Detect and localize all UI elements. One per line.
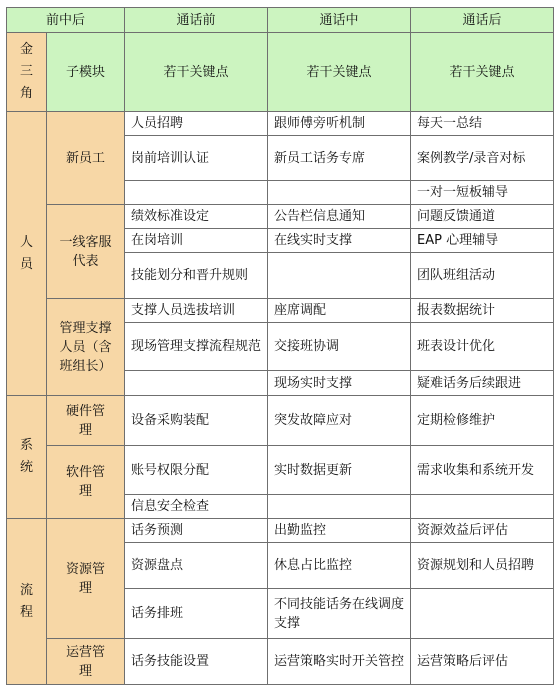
cell-before: 资源盘点 [125,543,268,589]
cell-before: 话务预测 [125,519,268,543]
cell-after: 案例教学/录音对标 [411,136,554,181]
column-header-before: 通话前 [125,8,268,33]
cell-during: 交接班协调 [268,323,411,371]
cell-during: 出勤监控 [268,519,411,543]
subheader-row [7,33,554,112]
cell-after: 资源效益后评估 [411,519,554,543]
column-header-after: 通话后 [411,8,554,33]
cell-after: 班表设计优化 [411,323,554,371]
key-points-before: 若干关键点 [125,33,268,112]
cell-after: 需求收集和系统开发 [411,446,554,495]
table-row [7,639,554,685]
cell-during: 不同技能话务在线调度支撑 [268,589,411,639]
cell-after: 定期检修维护 [411,396,554,446]
cell-after: 每天一总结 [411,112,554,136]
cell-during [268,495,411,519]
cell-during: 座席调配 [268,299,411,323]
cell-before: 账号权限分配 [125,446,268,495]
module-resource: 资源管理 [47,519,125,639]
module-operations: 运营管理 [47,639,125,685]
column-header-during: 通话中 [268,8,411,33]
table-row [7,299,554,323]
cell-before: 话务技能设置 [125,639,268,685]
submodule-header: 子模块 [47,33,125,112]
cell-before: 人员招聘 [125,112,268,136]
module-hardware: 硬件管理 [47,396,125,446]
cell-before: 设备采购装配 [125,396,268,446]
golden-triangle-table [6,7,554,685]
cell-after: 一对一短板辅导 [411,181,554,205]
cell-after [411,495,554,519]
cell-before: 在岗培训 [125,229,268,253]
table-container [6,7,554,685]
cell-after: 疑难话务后续跟进 [411,371,554,396]
cell-before: 技能划分和晋升规则 [125,253,268,299]
cell-during: 在线实时支撑 [268,229,411,253]
cell-during: 实时数据更新 [268,446,411,495]
cell-before: 现场管理支撑流程规范 [125,323,268,371]
cell-before [125,181,268,205]
cell-after: 资源规划和人员招聘 [411,543,554,589]
cell-before: 岗前培训认证 [125,136,268,181]
category-process: 流程 [7,519,47,685]
cell-during: 公告栏信息通知 [268,205,411,229]
module-frontline: 一线客服代表 [47,205,125,299]
cell-before: 信息安全检查 [125,495,268,519]
cell-after [411,589,554,639]
cell-during [268,181,411,205]
category-people: 人员 [7,112,47,396]
key-points-after: 若干关键点 [411,33,554,112]
cell-after: 报表数据统计 [411,299,554,323]
module-new-staff: 新员工 [47,112,125,205]
cell-before: 话务排班 [125,589,268,639]
cell-after: 运营策略后评估 [411,639,554,685]
module-software: 软件管理 [47,446,125,519]
cell-after: 团队班组活动 [411,253,554,299]
cell-during [268,253,411,299]
cell-before [125,371,268,396]
table-row [7,112,554,136]
cell-during: 运营策略实时开关管控 [268,639,411,685]
cell-during: 休息占比监控 [268,543,411,589]
header-row [7,8,554,33]
cell-during: 跟师傅旁听机制 [268,112,411,136]
cell-before: 支撑人员选拔培训 [125,299,268,323]
category-system: 系统 [7,396,47,519]
key-points-during: 若干关键点 [268,33,411,112]
cell-during: 突发故障应对 [268,396,411,446]
cell-during: 新员工话务专席 [268,136,411,181]
golden-triangle-label: 金三角 [7,33,47,112]
cell-after: EAP 心理辅导 [411,229,554,253]
cell-after: 问题反馈通道 [411,205,554,229]
table-row [7,519,554,543]
table-row [7,396,554,446]
cell-during: 现场实时支撑 [268,371,411,396]
module-management-support: 管理支撑人员（含班组长） [47,299,125,396]
cell-before: 绩效标准设定 [125,205,268,229]
corner-header: 前中后 [7,8,125,33]
table-row [7,205,554,229]
table-row [7,446,554,495]
